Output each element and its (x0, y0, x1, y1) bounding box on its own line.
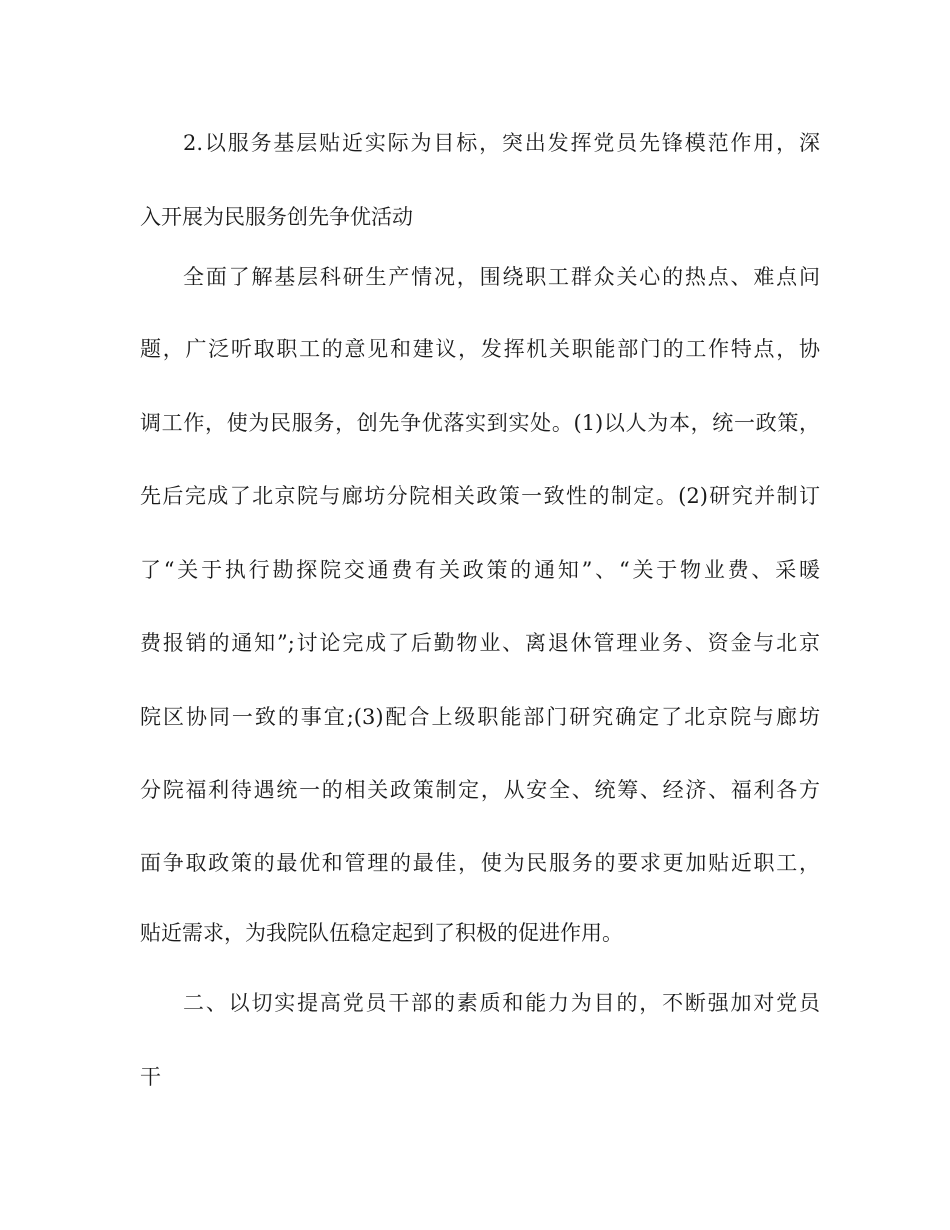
paragraph-line-1: 全面了解基层科研生产情况，围绕职工群众关心的热点、难点问 (183, 265, 820, 289)
paragraph-line-2: 题，广泛听取职工的意见和建议，发挥机关职能部门的工作特点，协 (140, 337, 820, 361)
section-heading-line-2: 干 (140, 1065, 161, 1089)
paragraph-line-7: 院区协同一致的事宜;(3)配合上级职能部门研究确定了北京院与廊坊 (140, 705, 820, 729)
heading-line-1: 2.以服务基层贴近实际为目标，突出发挥党员先锋模范作用，深 (183, 131, 820, 155)
section-heading-line-1: 二、以切实提高党员干部的素质和能力为目的，不断强加对党员 (183, 991, 820, 1015)
paragraph-line-6: 费报销的通知”;讨论完成了后勤物业、离退休管理业务、资金与北京 (140, 631, 820, 655)
paragraph-line-3: 调工作，使为民服务，创先争优落实到实处。(1)以人为本，统一政策， (140, 411, 820, 435)
paragraph-line-9: 面争取政策的最优和管理的最佳，使为民服务的要求更加贴近职工， (140, 851, 820, 875)
paragraph-line-5: 了“关于执行勘探院交通费有关政策的通知”、“关于物业费、采暖 (140, 558, 820, 582)
paragraph-line-8: 分院福利待遇统一的相关政策制定，从安全、统筹、经济、福利各方 (140, 778, 820, 802)
heading-line-2: 入开展为民服务创先争优活动 (140, 205, 413, 229)
paragraph-line-4: 先后完成了北京院与廊坊分院相关政策一致性的制定。(2)研究并制订 (140, 484, 820, 508)
paragraph-line-10: 贴近需求，为我院队伍稳定起到了积极的促进作用。 (140, 921, 623, 945)
